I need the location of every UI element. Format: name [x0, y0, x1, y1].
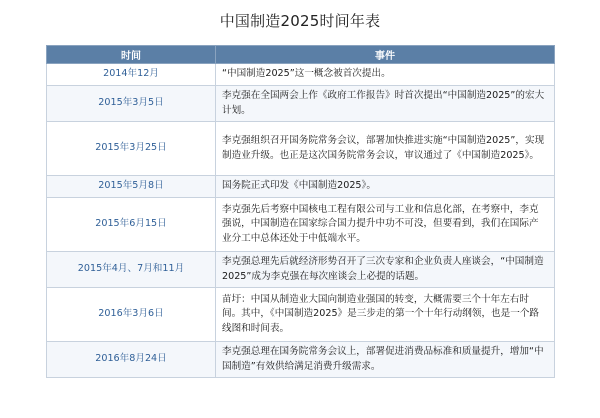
event-cell: 苗圩：中国从制造业大国向制造业强国的转变，大概需要三个十年左右时间。其中，《中国制造2025》是三步走的第一个十年行动纲领，也是一个路线图和时间表。: [216, 288, 555, 342]
event-cell: 李克强总理在国务院常务会议上，部署促进消费品标准和质量提升，增加“中国制造”有效供给满足消费升级需求。: [216, 342, 555, 378]
date-cell: 2015年4月、7月和11月: [47, 252, 216, 288]
table-row: [47, 86, 555, 122]
date-cell: 2015年3月25日: [47, 122, 216, 176]
table-row: [47, 288, 555, 342]
event-cell: 李克强在全国两会上作《政府工作报告》时首次提出“中国制造2025”的宏大计划。: [216, 86, 555, 122]
table-row: [47, 342, 555, 378]
table-header: [47, 46, 555, 64]
event-cell: 李克强组织召开国务院常务会议，部署加快推进实施“中国制造2025”，实现制造业升级。也正是这次国务院常务会议，审议通过了《中国制造2025》。: [216, 122, 555, 176]
event-cell: 李克强先后考察中国核电工程有限公司与工业和信息化部，在考察中，李克强说，中国制造在国家综合国力提升中功不可没，但要看到，我们在国际产业分工中总体还处于中低端水平。: [216, 198, 555, 252]
date-cell: 2015年3月5日: [47, 86, 216, 122]
date-cell: 2015年5月8日: [47, 176, 216, 198]
table-body: [47, 64, 555, 378]
header-time: 时间: [47, 46, 216, 64]
table-row: [47, 252, 555, 288]
event-cell: 李克强总理先后就经济形势召开了三次专家和企业负责人座谈会，“中国制造2025”成为李克强在每次座谈会上必提的话题。: [216, 252, 555, 288]
timeline-table: [46, 45, 555, 378]
event-cell: 国务院正式印发《中国制造2025》。: [216, 176, 555, 198]
table-row: [47, 198, 555, 252]
table-row: [47, 122, 555, 176]
header-event: 事件: [216, 46, 555, 64]
date-cell: 2016年3月6日: [47, 288, 216, 342]
date-cell: 2014年12月: [47, 64, 216, 86]
date-cell: 2016年8月24日: [47, 342, 216, 378]
page-title: 中国制造2025时间年表: [219, 12, 381, 30]
table-row: [47, 64, 555, 86]
header-row: [47, 46, 555, 64]
event-cell: “中国制造2025”这一概念被首次提出。: [216, 64, 555, 86]
table-row: [47, 176, 555, 198]
date-cell: 2015年6月15日: [47, 198, 216, 252]
